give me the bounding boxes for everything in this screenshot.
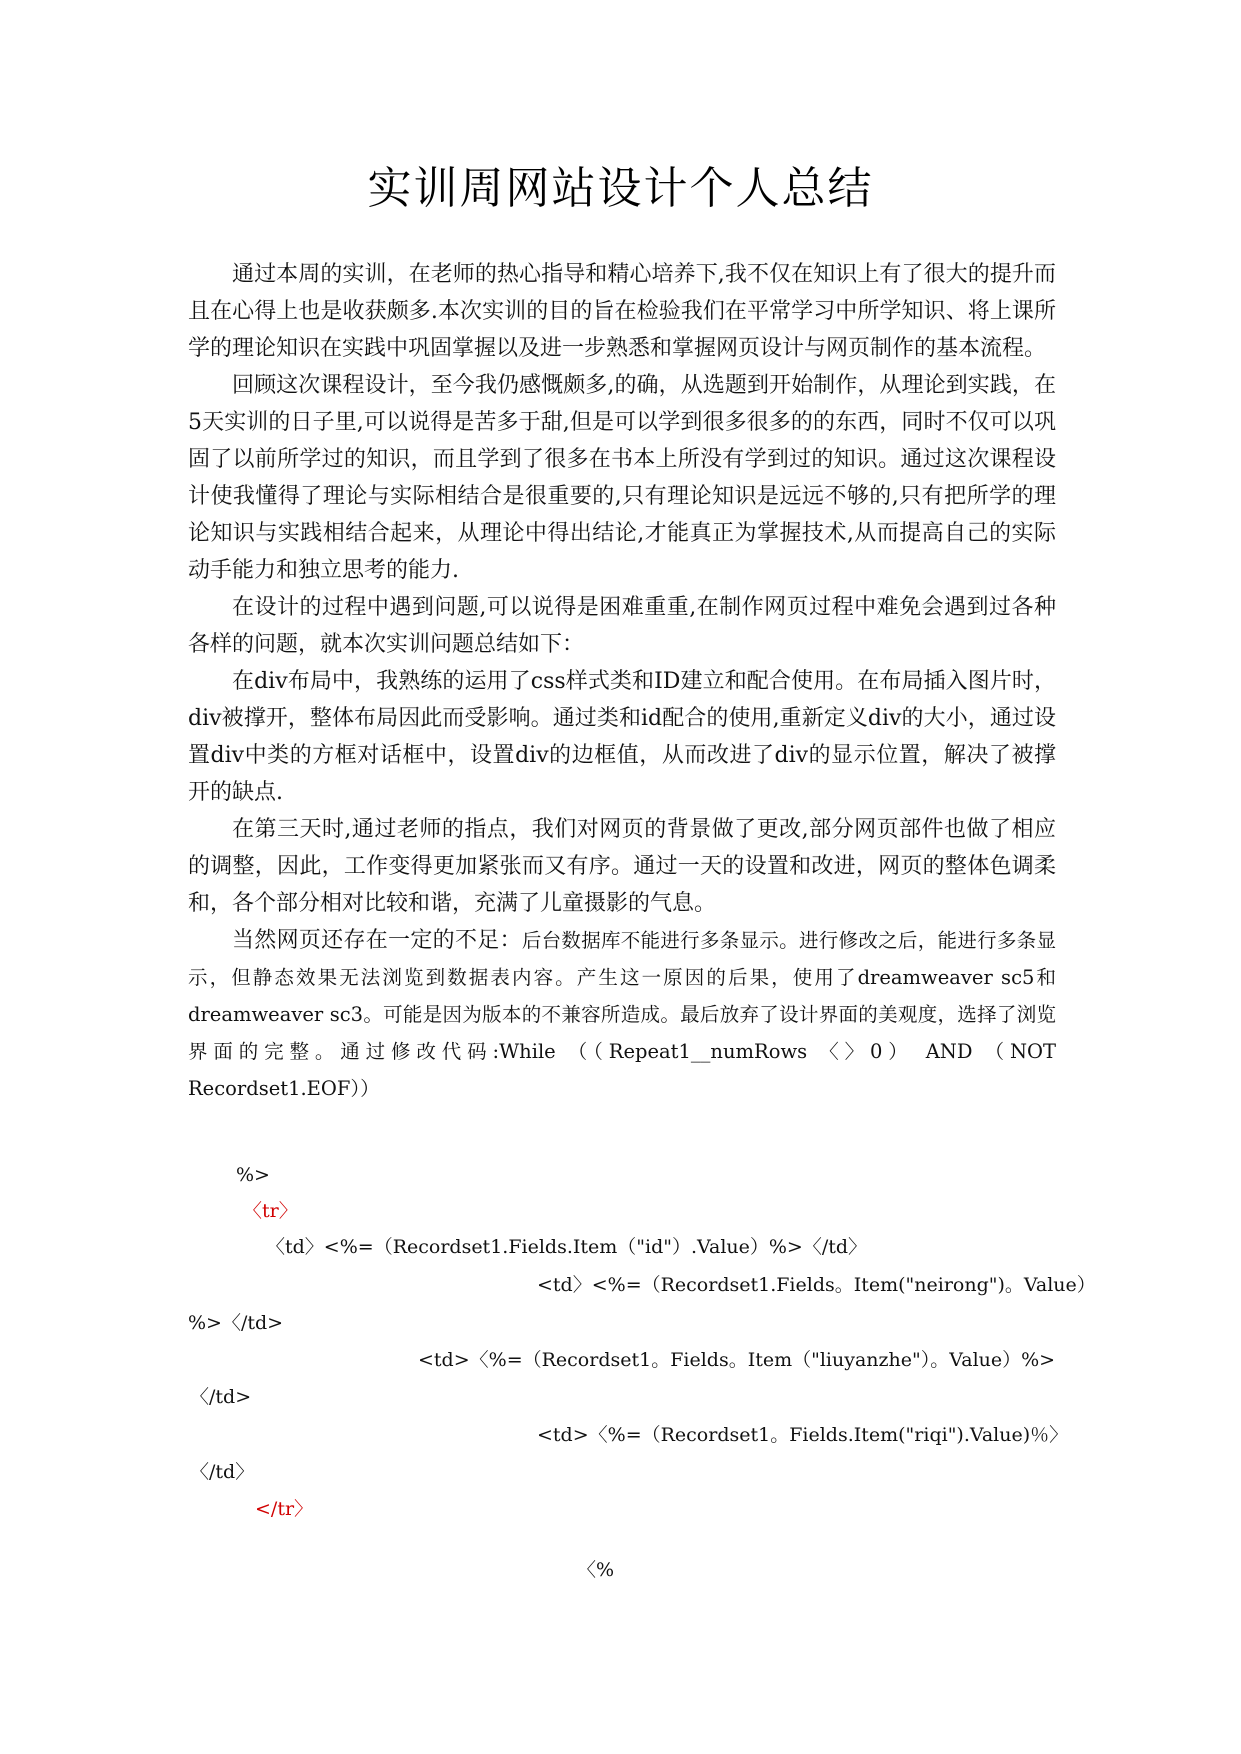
paragraph-3: 在设计的过程中遇到问题,可以说得是困难重重,在制作网页过程中难免会遇到过各种各样的问题，就本次实训问题总结如下： — [188, 595, 1056, 657]
code-line-3: 〈td〉<%=（Recordset1.Fields.Item（"id"）.Value）%>〈/td〉 — [266, 1236, 868, 1258]
code-line-10: </tr〉 — [255, 1498, 314, 1520]
code-line-2: 〈tr〉 — [243, 1200, 298, 1222]
code-line-6: <td>〈%=（Recordset1。Fields。Item（"liuyanzhe"）。Value）%> — [418, 1349, 1056, 1371]
document-body — [188, 256, 1056, 1107]
code-line-7: 〈/td> — [190, 1386, 252, 1408]
paragraph-1: 通过本周的实训，在老师的热心指导和精心培养下,我不仅在知识上有了很大的提升而且在心得上也是收获颇多.本次实训的目的旨在检验我们在平常学习中所学知识、将上课所学的理论知识在实践中巩固掌握以及进一步熟悉和掌握网页设计与网页制作的基本流程。 — [188, 262, 1056, 361]
code-line-5: %>〈/td> — [188, 1312, 284, 1334]
paragraph-6 — [188, 922, 1056, 1107]
paragraph-5: 在第三天时,通过老师的指点，我们对网页的背景做了更改,部分网页部件也做了相应的调整，因此，工作变得更加紧张而又有序。通过一天的设置和改进，网页的整体色调柔和，各个部分相对比较和谐，充满了儿童摄影的气息。 — [188, 817, 1056, 916]
code-line-4: <td〉<%=（Recordset1.Fields。Item("neirong")。Value） — [537, 1274, 1096, 1296]
code-line-9: 〈/td〉 — [190, 1461, 255, 1483]
document-title: 实训周网站设计个人总结 — [367, 163, 874, 214]
paragraph-2: 回顾这次课程设计，至今我仍感慨颇多,的确，从选题到开始制作，从理论到实践，在5天实训的日子里,可以说得是苦多于甜,但是可以学到很多很多的的东西，同时不仅可以巩固了以前所学过的知识，而且学到了很多在书本上所没有学到过的知识。通过这次课程设计使我懂得了理论与实际相结合是很重要的,只有理论知识是远远不够的,只有把所学的理论知识与实践相结合起来，从理论中得出结论,才能真正为掌握技术,从而提高自己的实际动手能力和独立思考的能力. — [188, 373, 1056, 583]
code-line-11: 〈% — [577, 1559, 615, 1581]
paragraph-6-rest: 后台数据库不能进行多条显示。进行修改之后，能进行多条显示，但静态效果无法浏览到数据表内容。产生这一原因的后果，使用了dreamweaver sc5和dreamweaver sc3。可能是因为版本的不兼容所造成。最后放弃了设计界面的美观度，选择了浏览界面的完整。通过修改代码:While （（Repeat1__numRows 〈〉0） AND （NOT Recordset1.EOF）） — [188, 929, 1056, 1100]
paragraph-6-lead: 当然网页还存在一定的不足： — [232, 928, 522, 953]
paragraph-4: 在div布局中，我熟练的运用了css样式类和ID建立和配合使用。在布局插入图片时，div被撑开，整体布局因此而受影响。通过类和id配合的使用,重新定义div的大小，通过设置div中类的方框对话框中，设置div的边框值，从而改进了div的显示位置，解决了被撑开的缺点. — [188, 669, 1056, 805]
code-line-8: <td>〈%=（Recordset1。Fields.Item("riqi").Value)％〉 — [537, 1424, 1069, 1446]
code-line-1: %> — [236, 1164, 270, 1186]
